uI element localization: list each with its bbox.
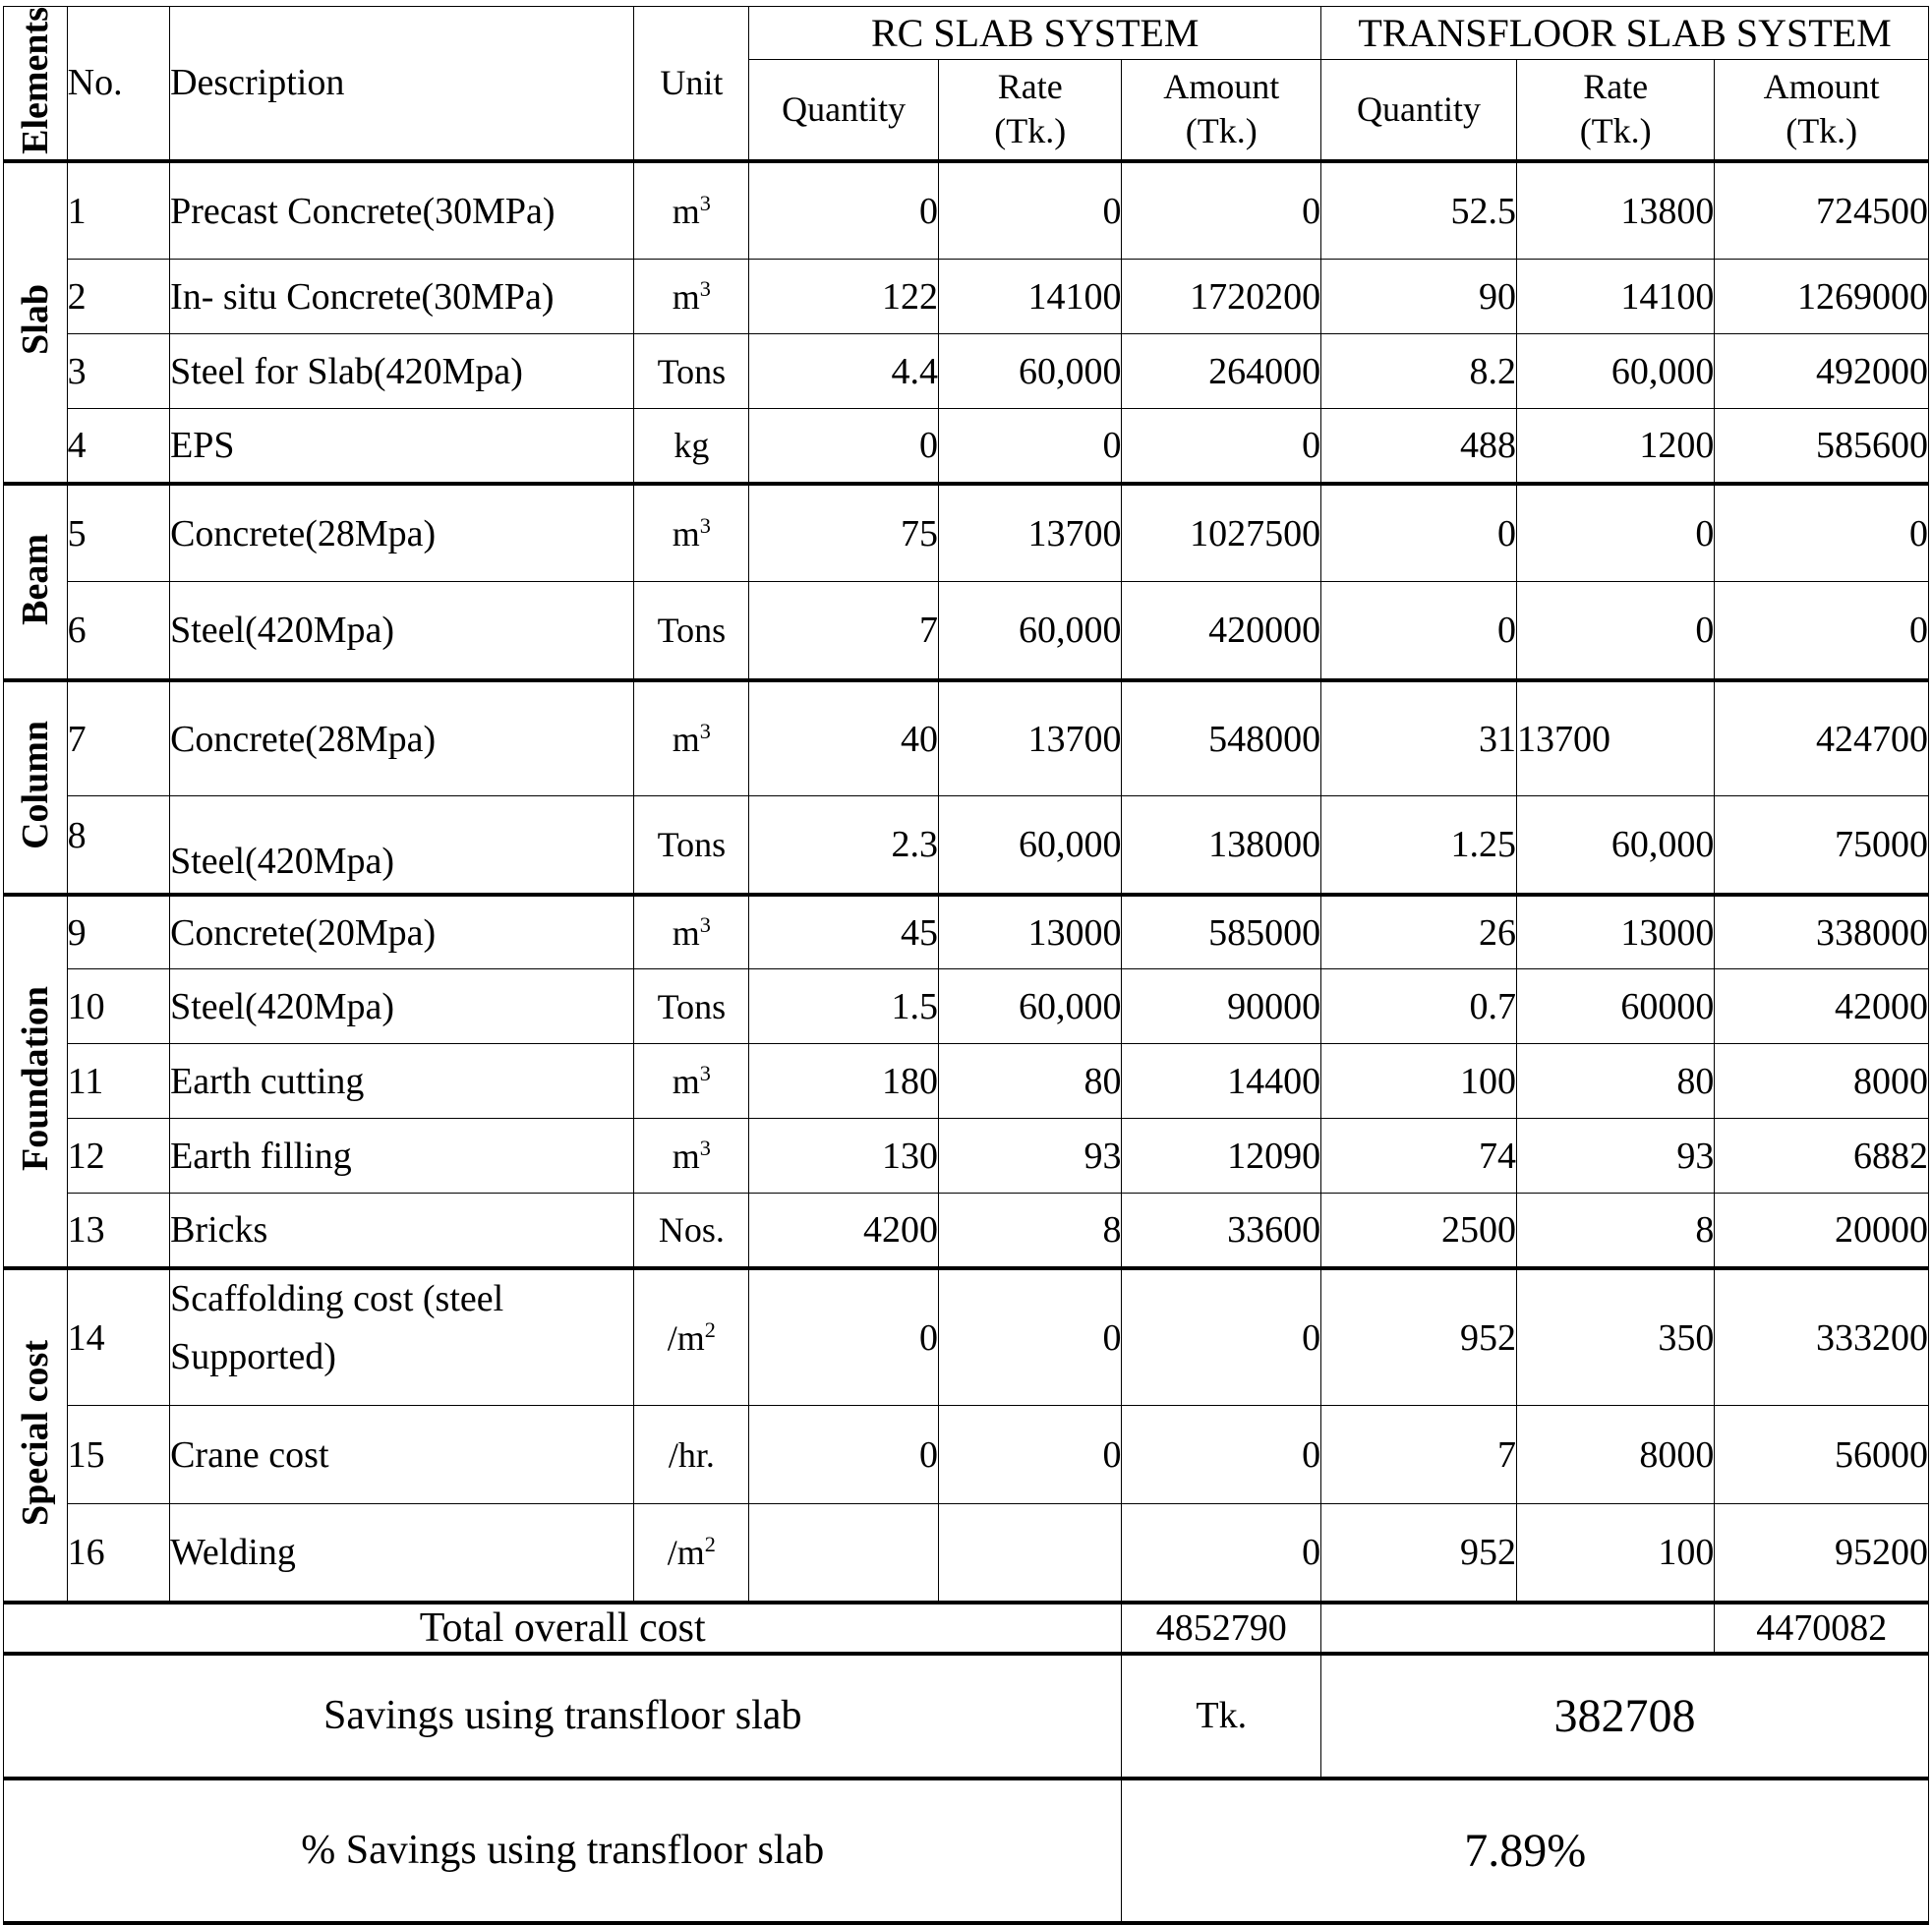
cell-tf-rate: 1200 bbox=[1516, 409, 1714, 484]
group-label-text: Foundation bbox=[14, 986, 56, 1172]
row-number: 12 bbox=[67, 1119, 169, 1194]
header-rc-rate-unit: (Tk.) bbox=[994, 111, 1067, 151]
header-system-transfloor: TRANSFLOOR SLAB SYSTEM bbox=[1321, 7, 1929, 60]
row-unit: $m^3$ bbox=[634, 1119, 749, 1194]
table-row bbox=[4, 1194, 1929, 1268]
cell-tf-rate: 13800 bbox=[1516, 161, 1714, 260]
cell-rc-amount: 0 bbox=[1122, 409, 1321, 484]
header-tf-amount-text: Amount bbox=[1763, 67, 1880, 107]
percent-savings-label: % Savings using transfloor slab bbox=[4, 1779, 1122, 1923]
cell-rc-rate: 13000 bbox=[938, 895, 1121, 969]
cell-tf-rate: 93 bbox=[1516, 1119, 1714, 1194]
table-header bbox=[4, 7, 1929, 161]
row-number: 16 bbox=[67, 1504, 169, 1603]
header-rc-amount-text: Amount bbox=[1163, 67, 1280, 107]
table-footer bbox=[4, 1603, 1929, 1923]
cell-rc-amount: 585000 bbox=[1122, 895, 1321, 969]
group-label-special-cost bbox=[4, 1268, 68, 1603]
table-row bbox=[4, 1504, 1929, 1603]
cell-rc-quantity: 0 bbox=[749, 1406, 939, 1504]
cell-rc-quantity: 75 bbox=[749, 484, 939, 582]
row-unit: $m^3$ bbox=[634, 260, 749, 334]
cell-rc-rate: 60,000 bbox=[938, 969, 1121, 1044]
row-description: Steel(420Mpa) bbox=[170, 796, 634, 895]
cell-rc-rate: 0 bbox=[938, 1268, 1121, 1406]
header-rc-amount bbox=[1122, 59, 1321, 161]
cell-rc-quantity: 40 bbox=[749, 680, 939, 796]
row-number: 11 bbox=[67, 1044, 169, 1119]
row-description: Concrete(28Mpa) bbox=[170, 680, 634, 796]
cell-rc-quantity: 0 bbox=[749, 1268, 939, 1406]
footer-total-row bbox=[4, 1603, 1929, 1654]
header-description: Description bbox=[170, 7, 634, 161]
row-unit: $m^3$ bbox=[634, 484, 749, 582]
table-row bbox=[4, 582, 1929, 680]
row-unit: $/m^2$ bbox=[634, 1268, 749, 1406]
header-row-1 bbox=[4, 7, 1929, 60]
header-tf-amount-unit: (Tk.) bbox=[1786, 111, 1858, 151]
header-rc-rate bbox=[938, 59, 1121, 161]
table-row bbox=[4, 409, 1929, 484]
cell-rc-amount: 420000 bbox=[1122, 582, 1321, 680]
row-description: Welding bbox=[170, 1504, 634, 1603]
cell-tf-rate: 60,000 bbox=[1516, 334, 1714, 409]
table-row bbox=[4, 1119, 1929, 1194]
cell-tf-quantity: 1.25 bbox=[1321, 796, 1517, 895]
cell-rc-quantity: 122 bbox=[749, 260, 939, 334]
header-system-rc: RC SLAB SYSTEM bbox=[749, 7, 1321, 60]
row-unit: $/m^2$ bbox=[634, 1504, 749, 1603]
row-unit: Tons bbox=[634, 582, 749, 680]
header-no: No. bbox=[67, 7, 169, 161]
row-unit: /hr. bbox=[634, 1406, 749, 1504]
cell-rc-rate: 13700 bbox=[938, 680, 1121, 796]
table-row bbox=[4, 1406, 1929, 1504]
cell-tf-rate: 350 bbox=[1516, 1268, 1714, 1406]
cell-tf-amount: 338000 bbox=[1715, 895, 1929, 969]
row-description: Concrete(20Mpa) bbox=[170, 895, 634, 969]
row-number: 7 bbox=[67, 680, 169, 796]
row-number: 5 bbox=[67, 484, 169, 582]
cell-tf-amount: 6882 bbox=[1715, 1119, 1929, 1194]
row-unit: $m^3$ bbox=[634, 680, 749, 796]
header-tf-amount bbox=[1715, 59, 1929, 161]
cell-rc-quantity: 45 bbox=[749, 895, 939, 969]
row-number: 13 bbox=[67, 1194, 169, 1268]
header-rc-amount-unit: (Tk.) bbox=[1185, 111, 1258, 151]
cell-rc-quantity: 2.3 bbox=[749, 796, 939, 895]
cell-rc-quantity: 1.5 bbox=[749, 969, 939, 1044]
table-row bbox=[4, 680, 1929, 796]
cell-rc-quantity: 130 bbox=[749, 1119, 939, 1194]
cell-tf-rate: 0 bbox=[1516, 582, 1714, 680]
cell-tf-amount: 492000 bbox=[1715, 334, 1929, 409]
row-description: Precast Concrete(30MPa) bbox=[170, 161, 634, 260]
cell-tf-amount: 424700 bbox=[1715, 680, 1929, 796]
row-description bbox=[170, 1268, 634, 1406]
row-description: Steel(420Mpa) bbox=[170, 582, 634, 680]
row-description: Earth cutting bbox=[170, 1044, 634, 1119]
cell-rc-amount: 14400 bbox=[1122, 1044, 1321, 1119]
total-rc-value: 4852790 bbox=[1122, 1603, 1321, 1654]
row-description: In- situ Concrete(30MPa) bbox=[170, 260, 634, 334]
row-number: 14 bbox=[67, 1268, 169, 1406]
row-unit: Tons bbox=[634, 796, 749, 895]
row-description: Bricks bbox=[170, 1194, 634, 1268]
cell-tf-quantity: 8.2 bbox=[1321, 334, 1517, 409]
group-label-column bbox=[4, 680, 68, 895]
total-tf-value: 4470082 bbox=[1715, 1603, 1929, 1654]
percent-savings-value: 7.89% bbox=[1122, 1779, 1929, 1923]
cell-tf-quantity: 0 bbox=[1321, 582, 1517, 680]
table-row bbox=[4, 895, 1929, 969]
row-description: Crane cost bbox=[170, 1406, 634, 1504]
table-row bbox=[4, 484, 1929, 582]
cell-rc-amount: 1027500 bbox=[1122, 484, 1321, 582]
cell-tf-quantity: 100 bbox=[1321, 1044, 1517, 1119]
cell-tf-quantity: 90 bbox=[1321, 260, 1517, 334]
cell-rc-amount: 0 bbox=[1122, 1504, 1321, 1603]
cell-rc-quantity: 0 bbox=[749, 161, 939, 260]
header-tf-rate-unit: (Tk.) bbox=[1579, 111, 1652, 151]
table-row bbox=[4, 1044, 1929, 1119]
savings-label: Savings using transfloor slab bbox=[4, 1654, 1122, 1779]
cost-comparison-table bbox=[3, 6, 1929, 1925]
table-row bbox=[4, 260, 1929, 334]
total-label: Total overall cost bbox=[4, 1603, 1122, 1654]
cell-tf-quantity: 2500 bbox=[1321, 1194, 1517, 1268]
header-unit: Unit bbox=[634, 7, 749, 161]
cell-tf-amount: 0 bbox=[1715, 484, 1929, 582]
cell-tf-rate: 100 bbox=[1516, 1504, 1714, 1603]
cell-rc-amount: 138000 bbox=[1122, 796, 1321, 895]
cell-rc-quantity bbox=[749, 1504, 939, 1603]
cell-tf-amount: 75000 bbox=[1715, 796, 1929, 895]
header-tf-rate-text: Rate bbox=[1583, 67, 1649, 107]
cell-rc-amount: 0 bbox=[1122, 161, 1321, 260]
header-tf-quantity: Quantity bbox=[1321, 59, 1517, 161]
row-unit: Tons bbox=[634, 969, 749, 1044]
cell-tf-quantity: 0 bbox=[1321, 484, 1517, 582]
savings-unit: Tk. bbox=[1122, 1654, 1321, 1779]
cell-rc-quantity: 4.4 bbox=[749, 334, 939, 409]
row-number: 3 bbox=[67, 334, 169, 409]
row-unit: Tons bbox=[634, 334, 749, 409]
cell-rc-amount: 1720200 bbox=[1122, 260, 1321, 334]
row-unit: kg bbox=[634, 409, 749, 484]
row-unit: $m^3$ bbox=[634, 895, 749, 969]
group-label-text: Slab bbox=[14, 284, 56, 356]
row-description: Concrete(28Mpa) bbox=[170, 484, 634, 582]
cell-tf-rate: 80 bbox=[1516, 1044, 1714, 1119]
cell-rc-quantity: 7 bbox=[749, 582, 939, 680]
cell-rc-rate: 0 bbox=[938, 409, 1121, 484]
table-body bbox=[4, 161, 1929, 1603]
header-rc-rate-text: Rate bbox=[997, 67, 1063, 107]
row-number: 8 bbox=[67, 796, 169, 895]
group-label-slab bbox=[4, 161, 68, 484]
cell-tf-quantity: 31 bbox=[1321, 680, 1517, 796]
cell-tf-quantity: 0.7 bbox=[1321, 969, 1517, 1044]
cell-rc-rate: 93 bbox=[938, 1119, 1121, 1194]
table-row bbox=[4, 796, 1929, 895]
cell-tf-rate: 0 bbox=[1516, 484, 1714, 582]
cell-rc-amount: 12090 bbox=[1122, 1119, 1321, 1194]
cell-tf-quantity: 7 bbox=[1321, 1406, 1517, 1504]
header-tf-rate bbox=[1516, 59, 1714, 161]
cost-comparison-sheet bbox=[0, 6, 1932, 1908]
cell-rc-rate: 0 bbox=[938, 1406, 1121, 1504]
table-row bbox=[4, 161, 1929, 260]
table-row bbox=[4, 334, 1929, 409]
group-label-foundation bbox=[4, 895, 68, 1268]
cell-tf-quantity: 952 bbox=[1321, 1504, 1517, 1603]
row-unit: $m^3$ bbox=[634, 1044, 749, 1119]
cell-rc-quantity: 0 bbox=[749, 409, 939, 484]
cell-tf-quantity: 26 bbox=[1321, 895, 1517, 969]
cell-rc-rate: 60,000 bbox=[938, 334, 1121, 409]
row-unit: Nos. bbox=[634, 1194, 749, 1268]
cell-tf-amount: 0 bbox=[1715, 582, 1929, 680]
row-description: Steel for Slab(420Mpa) bbox=[170, 334, 634, 409]
cell-tf-rate: 13700 bbox=[1516, 680, 1714, 796]
group-label-text: Beam bbox=[14, 533, 56, 625]
row-number: 4 bbox=[67, 409, 169, 484]
table-row bbox=[4, 969, 1929, 1044]
cell-rc-rate: 60,000 bbox=[938, 796, 1121, 895]
footer-savings-row bbox=[4, 1654, 1929, 1779]
cell-tf-rate: 8 bbox=[1516, 1194, 1714, 1268]
cell-rc-quantity: 4200 bbox=[749, 1194, 939, 1268]
row-number: 15 bbox=[67, 1406, 169, 1504]
row-unit: $m^3$ bbox=[634, 161, 749, 260]
total-spacer bbox=[1321, 1603, 1715, 1654]
cell-tf-amount: 724500 bbox=[1715, 161, 1929, 260]
row-description: Earth filling bbox=[170, 1119, 634, 1194]
cell-tf-rate: 60000 bbox=[1516, 969, 1714, 1044]
cell-rc-amount: 0 bbox=[1122, 1406, 1321, 1504]
cell-tf-quantity: 52.5 bbox=[1321, 161, 1517, 260]
cell-rc-amount: 548000 bbox=[1122, 680, 1321, 796]
cell-rc-amount: 264000 bbox=[1122, 334, 1321, 409]
cell-tf-amount: 333200 bbox=[1715, 1268, 1929, 1406]
cell-tf-rate: 8000 bbox=[1516, 1406, 1714, 1504]
row-description: Steel(420Mpa) bbox=[170, 969, 634, 1044]
row-description-text: Scaffolding cost (steel Supported) bbox=[170, 1277, 504, 1377]
cell-rc-amount: 33600 bbox=[1122, 1194, 1321, 1268]
cell-tf-amount: 1269000 bbox=[1715, 260, 1929, 334]
cell-tf-amount: 20000 bbox=[1715, 1194, 1929, 1268]
cell-rc-rate: 14100 bbox=[938, 260, 1121, 334]
header-rc-quantity: Quantity bbox=[749, 59, 939, 161]
cell-tf-quantity: 952 bbox=[1321, 1268, 1517, 1406]
row-number: 2 bbox=[67, 260, 169, 334]
cell-tf-rate: 14100 bbox=[1516, 260, 1714, 334]
footer-percent-row bbox=[4, 1779, 1929, 1923]
cell-tf-amount: 8000 bbox=[1715, 1044, 1929, 1119]
row-number: 10 bbox=[67, 969, 169, 1044]
cell-tf-amount: 585600 bbox=[1715, 409, 1929, 484]
cell-rc-rate: 60,000 bbox=[938, 582, 1121, 680]
group-label-text: Column bbox=[14, 720, 56, 849]
group-label-beam bbox=[4, 484, 68, 680]
cell-rc-rate: 80 bbox=[938, 1044, 1121, 1119]
cell-tf-amount: 42000 bbox=[1715, 969, 1929, 1044]
cell-rc-rate: 8 bbox=[938, 1194, 1121, 1268]
cell-tf-rate: 60,000 bbox=[1516, 796, 1714, 895]
cell-tf-amount: 56000 bbox=[1715, 1406, 1929, 1504]
savings-value: 382708 bbox=[1321, 1654, 1929, 1779]
cell-tf-amount: 95200 bbox=[1715, 1504, 1929, 1603]
cell-rc-amount: 90000 bbox=[1122, 969, 1321, 1044]
row-number: 9 bbox=[67, 895, 169, 969]
row-number: 1 bbox=[67, 161, 169, 260]
header-elements bbox=[4, 7, 68, 161]
group-label-text: Special cost bbox=[14, 1339, 56, 1526]
row-number: 6 bbox=[67, 582, 169, 680]
cell-rc-amount: 0 bbox=[1122, 1268, 1321, 1406]
row-description: EPS bbox=[170, 409, 634, 484]
cell-tf-rate: 13000 bbox=[1516, 895, 1714, 969]
cell-rc-rate bbox=[938, 1504, 1121, 1603]
header-elements-label: Elements bbox=[14, 7, 56, 154]
table-row bbox=[4, 1268, 1929, 1406]
cell-tf-quantity: 488 bbox=[1321, 409, 1517, 484]
cell-tf-quantity: 74 bbox=[1321, 1119, 1517, 1194]
cell-rc-rate: 13700 bbox=[938, 484, 1121, 582]
cell-rc-rate: 0 bbox=[938, 161, 1121, 260]
cell-rc-quantity: 180 bbox=[749, 1044, 939, 1119]
